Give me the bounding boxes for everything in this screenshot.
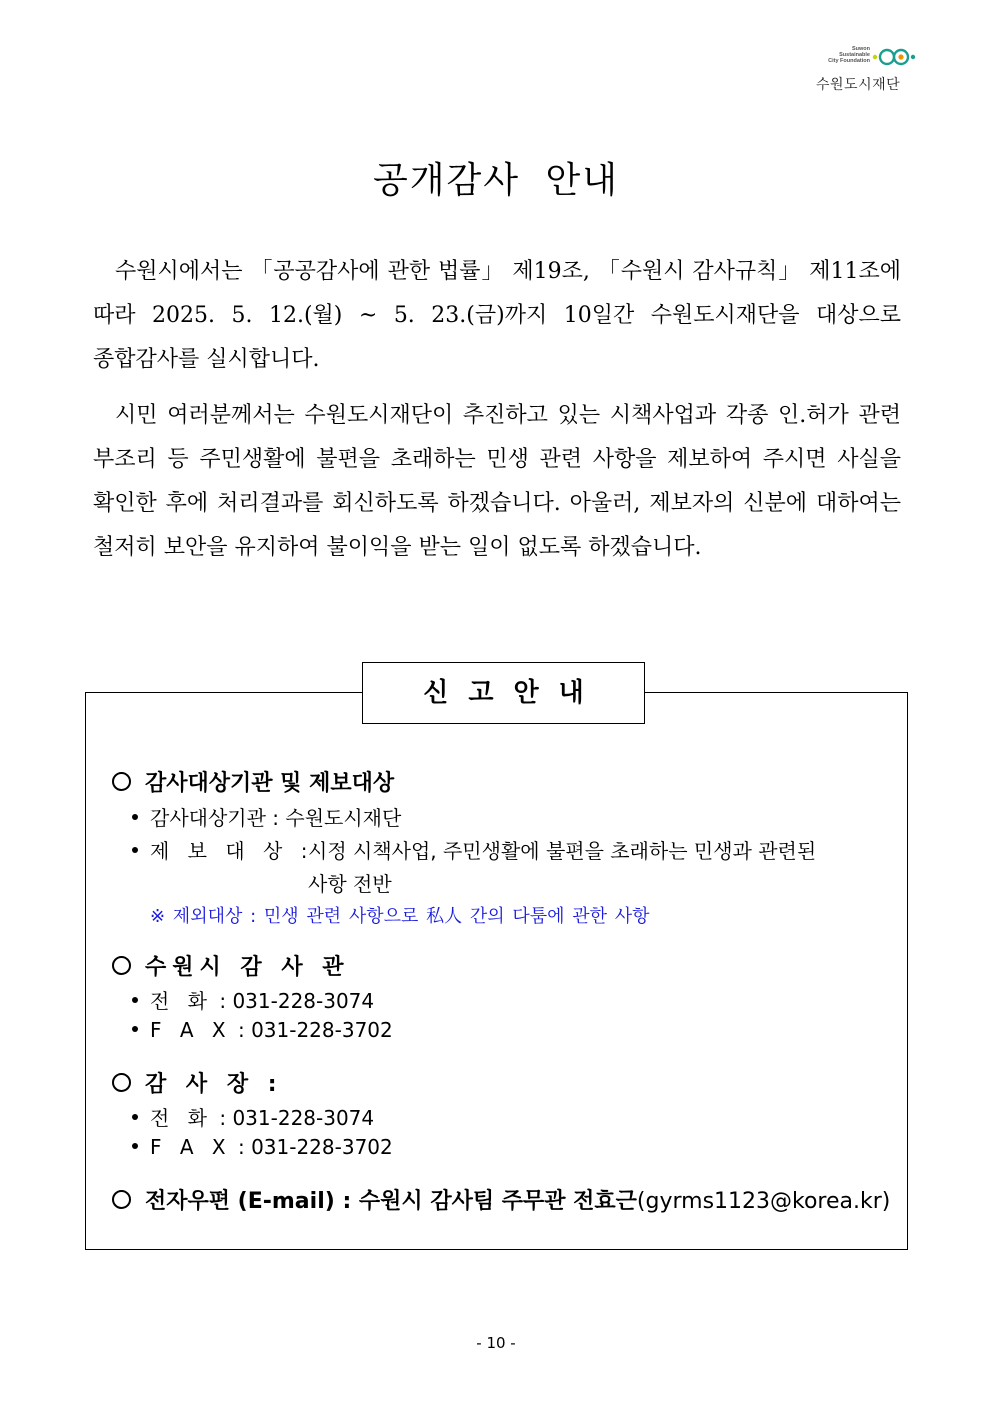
section-heading: 전자우편 (E-mail) : 수원시 감사팀 주무관 전효근: [145, 1189, 637, 1214]
item-value-continued: 사항 전반: [308, 872, 392, 896]
item-label: F A X: [150, 1018, 232, 1042]
bullet-icon: [132, 997, 138, 1003]
item-label: 감사대상기관 :: [150, 806, 280, 830]
item-value: 시정 시책사업, 주민생활에 불편을 초래하는 민생과 관련된: [308, 839, 817, 863]
section-email: [112, 1184, 890, 1215]
item-value: 수원도시재단: [285, 806, 402, 830]
logo-mark-icon: [872, 46, 918, 68]
item-label: F A X: [150, 1135, 232, 1159]
item-label: 제 보 대 상 :: [150, 839, 314, 863]
list-item-phone: [132, 985, 374, 1014]
circle-bullet-icon: [112, 1190, 131, 1209]
item-value: : 031-228-3702: [237, 1018, 393, 1042]
request-paragraph: 시민 여러분께서는 수원도시재단이 추진하고 있는 시책사업과 각종 인.허가 관련 부조리 등 주민생활에 불편을 초래하는 민생 관련 사항을 제보하여 주시면 사실을 확인한 후에 처리결과를 회신하도록 하겠습니다. 아울러, 제보자의 신분에 대하여는 철저히 보안을 유지하여 불이익을 받는 일이 없도록 하겠습니다.: [93, 403, 901, 560]
bullet-icon: [132, 1026, 138, 1032]
logo-en-line1: Suwon: [851, 46, 870, 52]
page-number: - 10 -: [476, 1334, 516, 1352]
foundation-logo: [810, 46, 920, 96]
section-heading: 감 사 장 :: [145, 1072, 283, 1097]
list-item-fax: [132, 1018, 393, 1042]
list-item: [132, 802, 401, 831]
exclusion-note: ※ 제외대상 : 민생 관련 사항으로 私人 간의 다툼에 관한 사항: [150, 906, 650, 927]
circle-bullet-icon: [112, 772, 131, 791]
section-heading: 수원시 감 사 관: [145, 955, 350, 980]
logo-english-text: [810, 46, 870, 64]
list-item: [132, 835, 313, 864]
section-heading: 감사대상기관 및 제보대상: [145, 771, 395, 796]
item-label: 전 화: [150, 989, 213, 1013]
section-audit-target: [112, 766, 394, 797]
item-label: 전 화: [150, 1106, 213, 1130]
circle-bullet-icon: [112, 1073, 131, 1092]
intro-paragraph: 수원시에서는 「공공감사에 관한 법률」 제19조, 「수원시 감사규칙」 제11조에 따라 2025. 5. 12.(월) ~ 5. 23.(금)까지 10일간 수원도시재단을 대상으로 종합감사를 실시합니다.: [93, 259, 901, 372]
bullet-icon: [132, 847, 138, 853]
page-title: 공개감사 안내: [372, 160, 620, 201]
bullet-icon: [132, 1143, 138, 1149]
list-item-phone: [132, 1102, 374, 1131]
section-audit-director: [112, 1067, 283, 1098]
list-item-fax: [132, 1135, 393, 1159]
bullet-icon: [132, 1114, 138, 1120]
item-value: : 031-228-3702: [237, 1135, 393, 1159]
logo-en-line3: City Foundation: [828, 58, 870, 64]
email-address: (gyrms1123@korea.kr): [636, 1189, 891, 1214]
bullet-icon: [132, 814, 138, 820]
item-value: : 031-228-3074: [219, 1106, 375, 1130]
item-value: : 031-228-3074: [219, 989, 375, 1013]
logo-en-line2: Sustainable: [839, 52, 870, 58]
section-city-auditor: [112, 950, 350, 981]
logo-korean-text: 수원도시재단: [816, 77, 901, 93]
report-box-title: [362, 662, 645, 724]
report-box-title-text: 신고안내: [423, 678, 604, 708]
circle-bullet-icon: [112, 956, 131, 975]
